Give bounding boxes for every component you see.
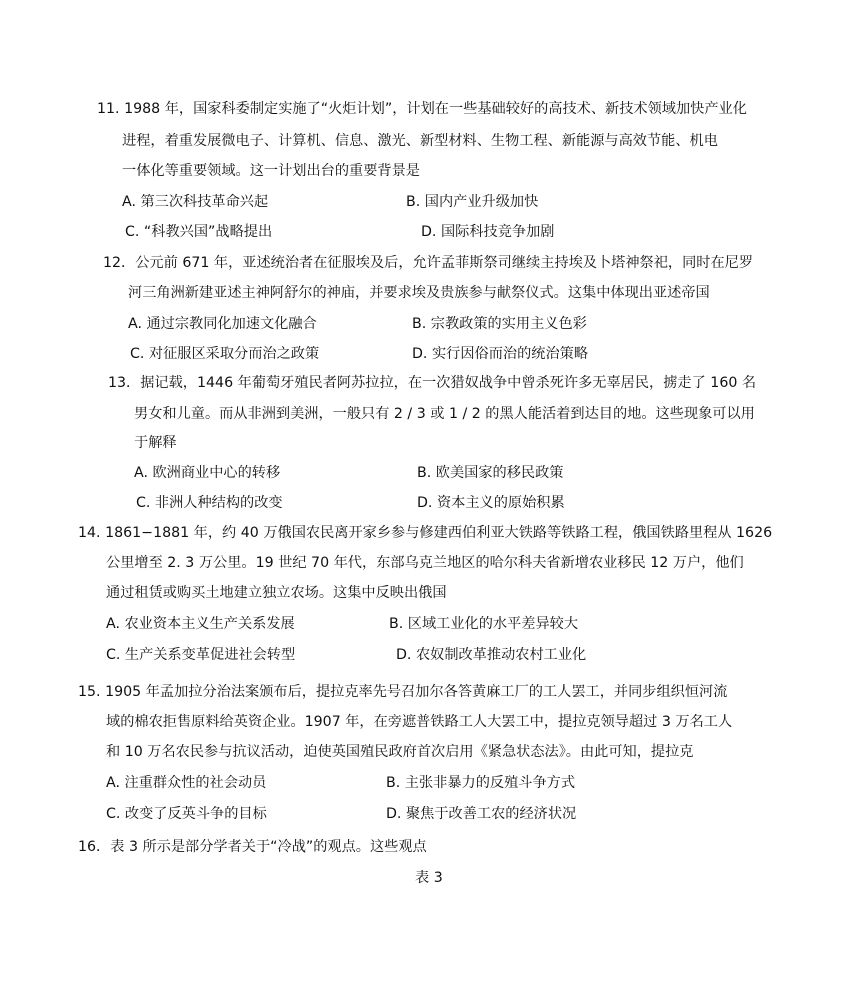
question-14-stem-line-2: 公里增至 2. 3 万公里。19 世纪 70 年代，东部乌克兰地区的哈尔科夫省新增农业移民 12 万户，他们	[106, 555, 744, 571]
question-12-option-d[interactable]: D. 实行因俗而治的统治策略	[412, 346, 589, 362]
table-caption: 表 3	[415, 870, 443, 886]
question-15-stem-line-3: 和 10 万名农民参与抗议活动，迫使英国殖民政府首次启用《紧急状态法》。由此可知，提拉克	[106, 744, 694, 760]
question-11-stem-line-1: 11. 1988 年，国家科委制定实施了“火炬计划”，计划在一些基础较好的高技术、新技术领域加快产业化	[97, 101, 747, 117]
question-15-option-b[interactable]: B. 主张非暴力的反殖斗争方式	[386, 775, 576, 791]
question-13-stem-line-2: 男女和儿童。而从非洲到美洲，一般只有 2 / 3 或 1 / 2 的黑人能活着到达目的地。这些现象可以用	[134, 406, 755, 422]
question-11-stem-line-3: 一体化等重要领域。这一计划出台的重要背景是	[122, 163, 420, 179]
question-13-option-b[interactable]: B. 欧美国家的移民政策	[417, 465, 564, 481]
question-14-stem-line-1: 14. 1861−1881 年，约 40 万俄国农民离开家乡参与修建西伯利亚大铁路等铁路工程，俄国铁路里程从 1626	[78, 525, 773, 541]
question-15-option-d[interactable]: D. 聚焦于改善工农的经济状况	[386, 806, 577, 822]
question-13-stem-line-3: 于解释	[134, 435, 177, 451]
question-15-option-a[interactable]: A. 注重群众性的社会动员	[106, 775, 267, 791]
question-15-stem-line-1: 15. 1905 年孟加拉分治法案颁布后，提拉克率先号召加尔各答黄麻工厂的工人罢工，并同步组织恒河流	[78, 684, 728, 700]
question-14-option-c[interactable]: C. 生产关系变革促进社会转型	[106, 647, 296, 663]
question-13-option-a[interactable]: A. 欧洲商业中心的转移	[134, 465, 281, 481]
question-11-option-d[interactable]: D. 国际科技竞争加剧	[421, 224, 555, 240]
question-12-stem-line-2: 河三角洲新建亚述主神阿舒尔的神庙，并要求埃及贵族参与献祭仪式。这集中体现出亚述帝国	[128, 285, 710, 301]
question-13-option-d[interactable]: D. 资本主义的原始积累	[417, 495, 565, 511]
question-13-option-c[interactable]: C. 非洲人种结构的改变	[136, 495, 283, 511]
question-12-option-b[interactable]: B. 宗教政策的实用主义色彩	[412, 316, 587, 332]
question-13-stem-line-1: 13．据记载，1446 年葡萄牙殖民者阿苏拉拉，在一次猎奴战争中曾杀死许多无辜居民，掳走了 160 名	[108, 375, 757, 391]
question-16-stem-line-1: 16．表 3 所示是部分学者关于“冷战”的观点。这些观点	[78, 839, 427, 855]
question-14-option-a[interactable]: A. 农业资本主义生产关系发展	[106, 616, 295, 632]
question-15-option-c[interactable]: C. 改变了反英斗争的目标	[106, 806, 267, 822]
question-11-stem-line-2: 进程，着重发展微电子、计算机、信息、激光、新型材料、生物工程、新能源与高效节能、机电	[122, 133, 718, 149]
question-14-stem-line-3: 通过租赁或购买土地建立独立农场。这集中反映出俄国	[106, 585, 447, 601]
question-12-option-c[interactable]: C. 对征服区采取分而治之政策	[130, 346, 320, 362]
question-12-stem-line-1: 12．公元前 671 年，亚述统治者在征服埃及后，允许孟菲斯祭司继续主持埃及卜塔神祭祀，同时在尼罗	[103, 255, 754, 271]
question-12-option-a[interactable]: A. 通过宗教同化加速文化融合	[128, 316, 317, 332]
question-14-option-d[interactable]: D. 农奴制改革推动农村工业化	[396, 647, 587, 663]
question-11-option-a[interactable]: A. 第三次科技革命兴起	[122, 194, 269, 210]
question-11-option-c[interactable]: C. “科教兴国”战略提出	[125, 224, 273, 240]
question-15-stem-line-2: 域的棉农拒售原料给英资企业。1907 年，在旁遮普铁路工人大罢工中，提拉克领导超过 3 万名工人	[106, 714, 733, 730]
question-11-option-b[interactable]: B. 国内产业升级加快	[406, 194, 539, 210]
question-14-option-b[interactable]: B. 区域工业化的水平差异较大	[389, 616, 579, 632]
